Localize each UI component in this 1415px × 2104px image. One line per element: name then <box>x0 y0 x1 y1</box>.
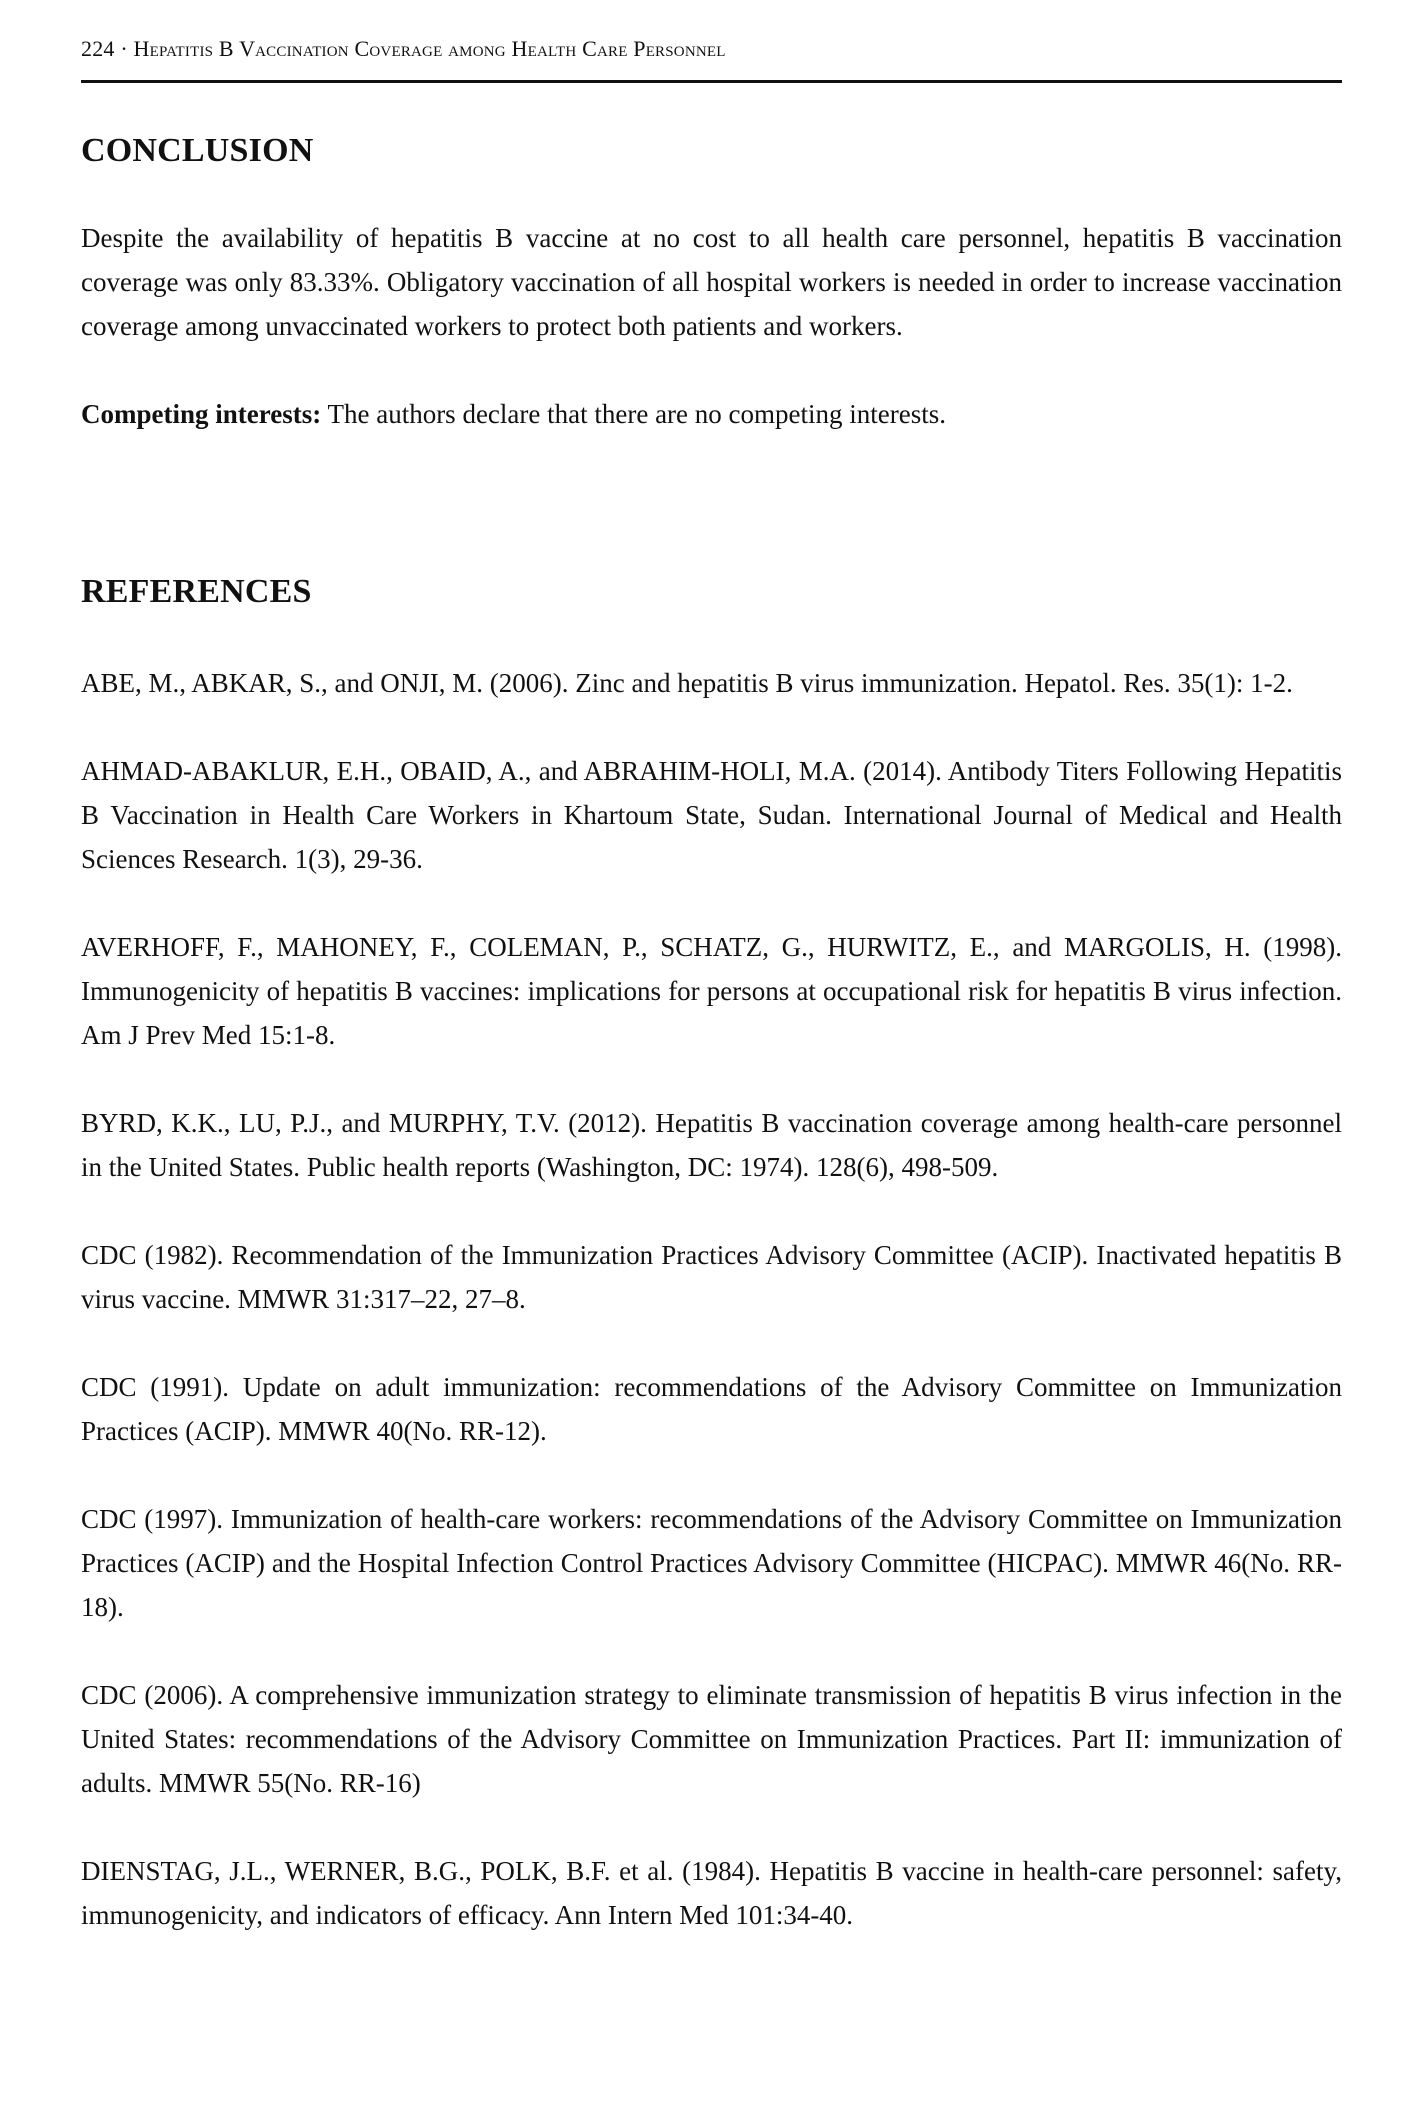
reference-item: CDC (1991). Update on adult immunization: recommendations of the Advisory Committee on Immunization Practices (ACIP). MMWR 40(No. RR-12). <box>81 1372 1342 1446</box>
page-number: 224 <box>81 36 115 61</box>
running-title: Hepatitis B Vaccination Coverage among Health Care Personnel <box>133 36 726 61</box>
competing-interests-text: The authors declare that there are no competing interests. <box>321 399 946 429</box>
header-rule <box>81 80 1342 83</box>
reference-item: CDC (1982). Recommendation of the Immunization Practices Advisory Committee (ACIP). Inactivated hepatitis B virus vaccine. MMWR 31:317–22, 27–8. <box>81 1240 1342 1314</box>
references-list <box>81 661 1342 1981</box>
running-header <box>81 36 726 62</box>
reference-item: ABE, M., ABKAR, S., and ONJI, M. (2006). Zinc and hepatitis B virus immunization. Hepatol. Res. 35(1): 1-2. <box>81 668 1293 698</box>
conclusion-section <box>81 216 1342 480</box>
competing-interests <box>81 392 1342 436</box>
reference-item: CDC (1997). Immunization of health-care workers: recommendations of the Advisory Committee on Immunization Practices (ACIP) and the Hospital Infection Control Practices Advisory Committee (HICPAC). MMWR 46(No. RR-18). <box>81 1504 1342 1622</box>
reference-item: AVERHOFF, F., MAHONEY, F., COLEMAN, P., SCHATZ, G., HURWITZ, E., and MARGOLIS, H. (1998). Immunogenicity of hepatitis B vaccines: implications for persons at occupational risk for hepatitis B virus infection. Am J Prev Med 15:1-8. <box>81 932 1342 1050</box>
header-separator: · <box>120 36 128 61</box>
reference-item: DIENSTAG, J.L., WERNER, B.G., POLK, B.F. et al. (1984). Hepatitis B vaccine in health-care personnel: safety, immunogenicity, and indicators of efficacy. Ann Intern Med 101:34-40. <box>81 1856 1342 1930</box>
references-heading: REFERENCES <box>81 573 312 610</box>
reference-item: AHMAD-ABAKLUR, E.H., OBAID, A., and ABRAHIM-HOLI, M.A. (2014). Antibody Titers Following Hepatitis B Vaccination in Health Care Workers in Khartoum State, Sudan. International Journal of Medical and Health Sciences Research. 1(3), 29-36. <box>81 756 1342 874</box>
reference-item: BYRD, K.K., LU, P.J., and MURPHY, T.V. (2012). Hepatitis B vaccination coverage among health-care personnel in the United States. Public health reports (Washington, DC: 1974). 128(6), 498-509. <box>81 1108 1342 1182</box>
conclusion-heading: CONCLUSION <box>81 132 314 169</box>
reference-item: CDC (2006). A comprehensive immunization strategy to eliminate transmission of hepatitis B virus infection in the United States: recommendations of the Advisory Committee on Immunization Practices. Part II: immunization of adults. MMWR 55(No. RR-16) <box>81 1680 1342 1798</box>
conclusion-paragraph: Despite the availability of hepatitis B vaccine at no cost to all health care personnel, hepatitis B vaccination coverage was only 83.33%. Obligatory vaccination of all hospital workers is needed in order to increase vaccination coverage among unvaccinated workers to protect both patients and workers. <box>81 223 1342 341</box>
competing-interests-label: Competing interests: <box>81 399 322 429</box>
